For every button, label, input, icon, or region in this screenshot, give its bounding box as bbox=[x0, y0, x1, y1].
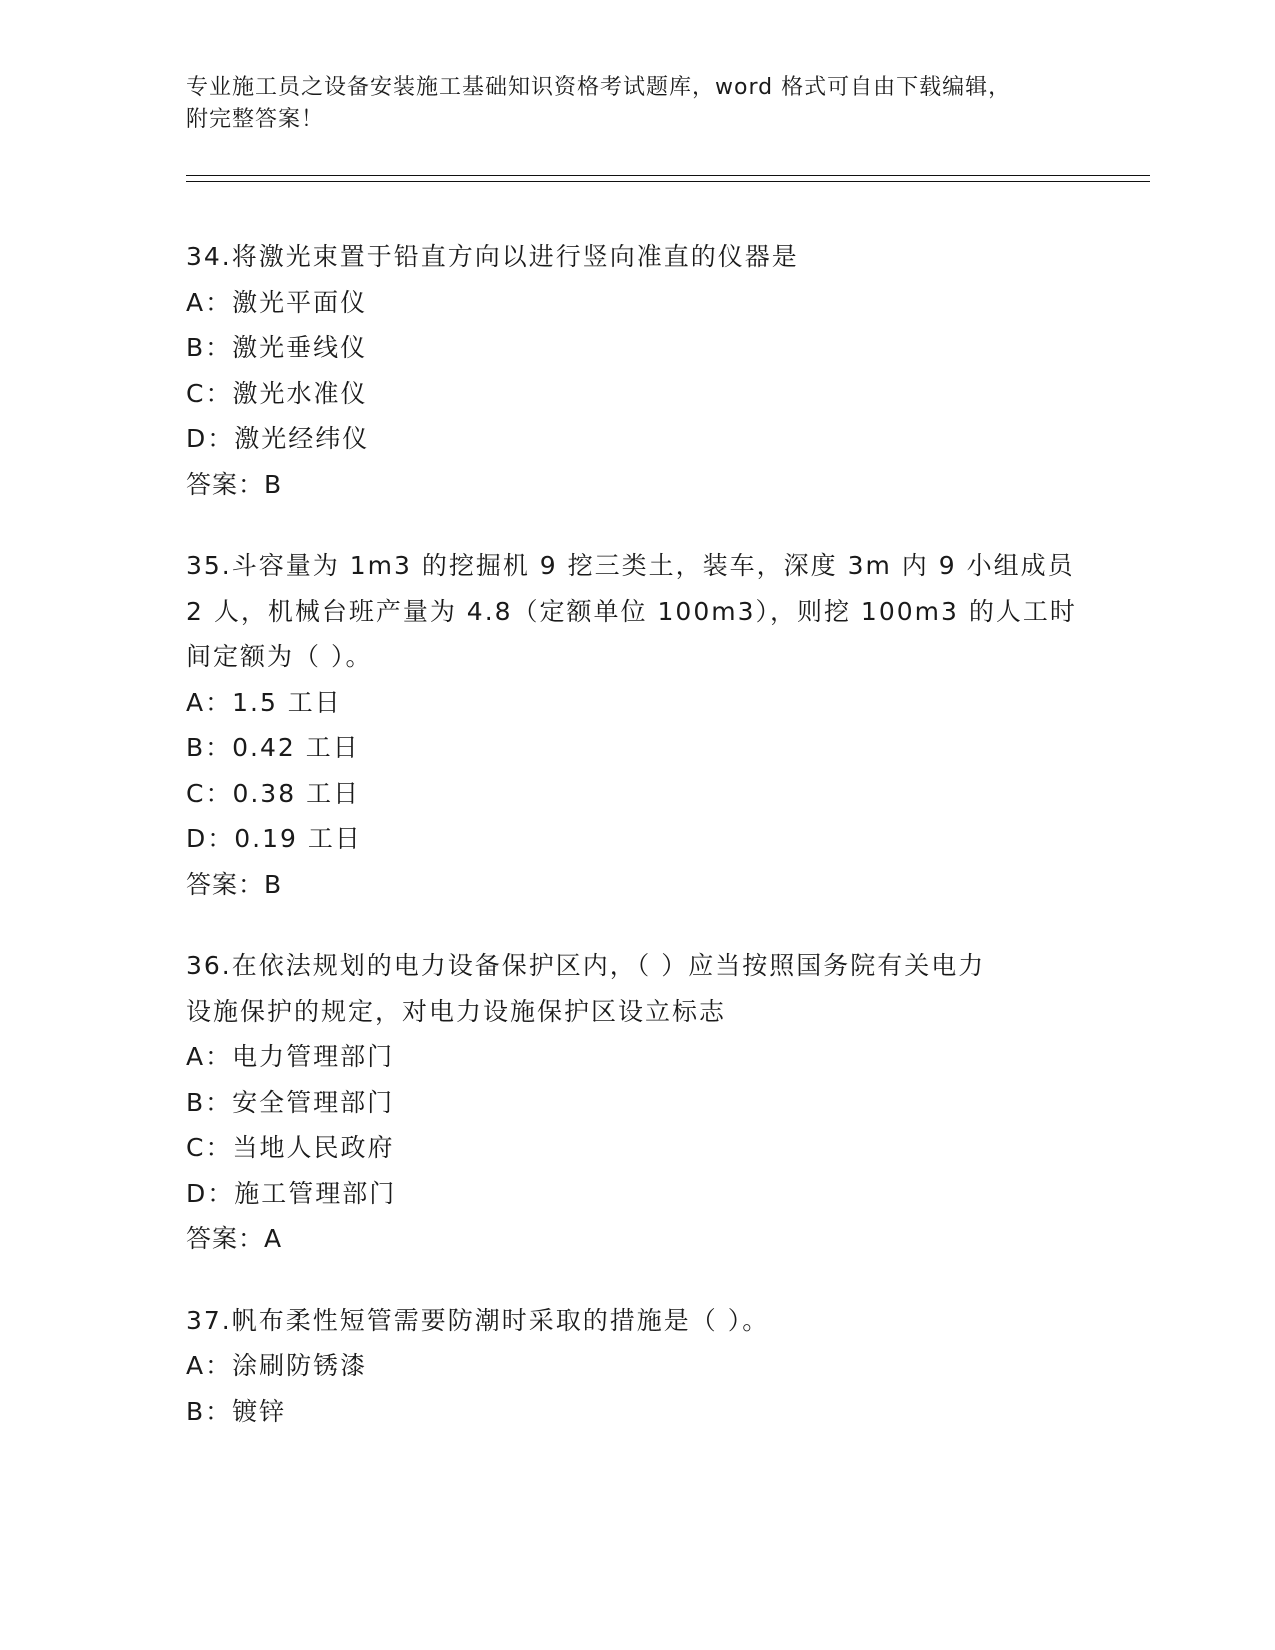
option-c: C：当地人民政府 bbox=[186, 1133, 395, 1162]
option-a: A：涂刷防锈漆 bbox=[186, 1351, 368, 1380]
option-a: A：电力管理部门 bbox=[186, 1042, 395, 1071]
answer-text: 答案：B bbox=[186, 869, 283, 899]
option-a: A：激光平面仪 bbox=[186, 287, 368, 317]
question-35 bbox=[186, 543, 1077, 907]
question-list bbox=[186, 234, 1077, 1470]
option-d: D：0.19 工日 bbox=[186, 824, 362, 853]
document-header bbox=[186, 72, 1066, 136]
question-stem bbox=[186, 943, 1066, 1034]
stem-line: 35.斗容量为 1m3 的挖掘机 9 挖三类土，装车，深度 3m 内 9 小组成员 bbox=[186, 551, 1075, 580]
stem-line: 间定额为（ ）。 bbox=[186, 642, 373, 671]
stem-line: 34.将激光束置于铅直方向以进行竖向准直的仪器是 bbox=[186, 242, 799, 271]
question-34 bbox=[186, 234, 1066, 507]
option-d: D：施工管理部门 bbox=[186, 1178, 397, 1208]
answer-text: 答案：B bbox=[186, 469, 283, 499]
stem-line: 2 人，机械台班产量为 4.8（定额单位 100m3），则挖 100m3 的人工时 bbox=[186, 596, 1077, 626]
question-stem bbox=[186, 543, 1077, 680]
option-b: B：0.42 工日 bbox=[186, 733, 360, 762]
question-37 bbox=[186, 1298, 1066, 1435]
option-c: C：0.38 工日 bbox=[186, 778, 361, 808]
option-c: C：激光水准仪 bbox=[186, 378, 368, 408]
header-line-1: 专业施工员之设备安装施工基础知识资格考试题库，word 格式可自由下载编辑， bbox=[186, 75, 1012, 100]
question-stem bbox=[186, 1298, 1066, 1344]
option-d: D：激光经纬仪 bbox=[186, 424, 370, 453]
option-a: A：1.5 工日 bbox=[186, 687, 342, 717]
stem-line: 37.帆布柔性短管需要防潮时采取的措施是（ ）。 bbox=[186, 1305, 770, 1335]
header-line-2: 附完整答案！ bbox=[186, 107, 325, 132]
stem-line: 设施保护的规定，对电力设施保护区设立标志 bbox=[186, 996, 727, 1026]
question-36 bbox=[186, 943, 1066, 1262]
header-divider-bottom bbox=[186, 181, 1150, 182]
stem-line: 36.在依法规划的电力设备保护区内，（ ）应当按照国务院有关电力 bbox=[186, 951, 986, 980]
answer-text: 答案：A bbox=[186, 1224, 283, 1253]
option-b: B：安全管理部门 bbox=[186, 1087, 395, 1117]
question-stem bbox=[186, 234, 1066, 280]
option-b: B：激光垂线仪 bbox=[186, 333, 368, 362]
option-b: B：镀锌 bbox=[186, 1396, 287, 1426]
header-divider-top bbox=[186, 175, 1150, 176]
